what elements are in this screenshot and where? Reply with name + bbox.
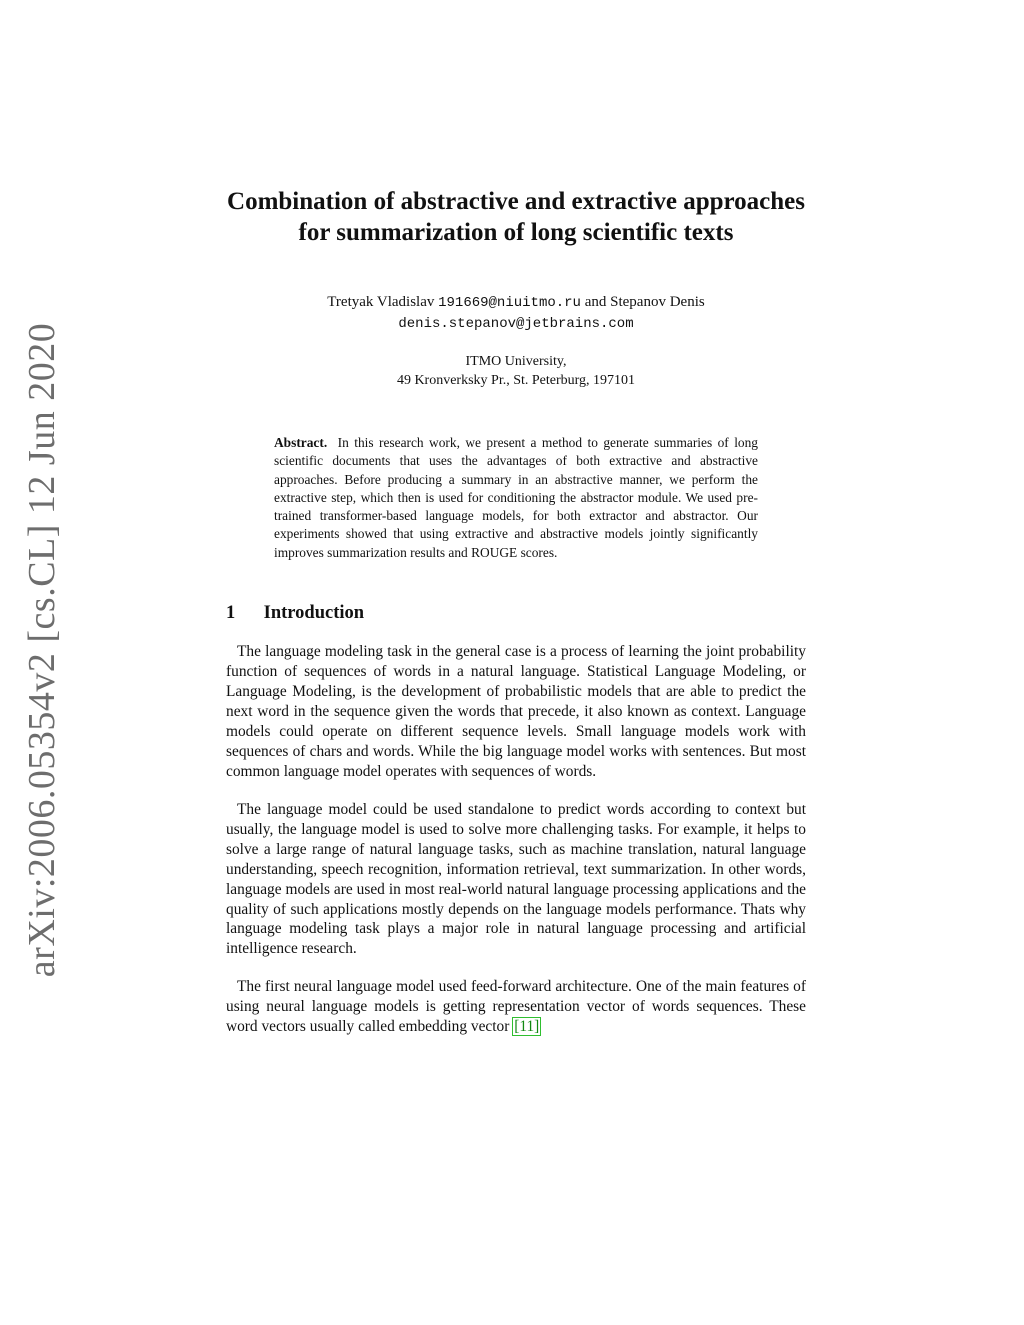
abstract-text: In this research work, we present a method to generate summaries of long scientific documents that uses the advantages of both extractive and abstractive approaches. Before producing a summary in an abstractive manner, we perform the extractive step, which then is used for conditioning the abstractor module. We used pre-trained transformer-based language models, for both extractor and abstractor. Our experiments showed that using extractive and abstractive models jointly significantly improves summarization results and ROUGE scores.: [274, 435, 759, 560]
paper-page: [226, 186, 806, 1037]
affiliation-line-2: 49 Kronverksky Pr., St. Peterburg, 197101: [396, 373, 636, 388]
author-line-1: [226, 292, 806, 313]
abstract-label: Abstract.: [274, 435, 328, 450]
author-name-1: Tretyak Vladislav: [327, 294, 435, 310]
author-line-2: [226, 313, 806, 334]
paragraph-3: [226, 977, 806, 1037]
author-conjunction: and: [584, 294, 607, 310]
arxiv-identifier: arXiv:2006.05354v2 [cs.CL] 12 Jun 2020: [21, 322, 63, 978]
section-heading: [226, 602, 806, 624]
author-block: [226, 292, 806, 334]
affiliation: [226, 352, 806, 390]
paper-title: Combination of abstractive and extractive approaches for summarization of long scientific texts: [227, 188, 805, 246]
affiliation-line-1: ITMO University,: [465, 354, 567, 369]
author-email-1[interactable]: 191669@niuitmo.ru: [438, 295, 581, 311]
paragraph-2: The language model could be used standalone to predict words according to context but usually, the language model is used to solve more challenging tasks. For example, it helps to solve a large range of natural language tasks, such as machine translation, natural language understanding, speech recognition, information retrieval, text summarization. In other words, language models are used in most real-world natural language processing applications and the quality of such applications mostly depends on the language models performance. Thats why language modeling task plays a major role in natural language processing and artificial intelligence research.: [226, 800, 806, 958]
paragraph-3-text: The first neural language model used feed-forward architecture. One of the main features of using neural language models is getting representation vector of words sequences. These word vectors usually called embedding vector: [226, 978, 806, 1036]
author-email-2[interactable]: denis.stepanov@jetbrains.com: [398, 316, 634, 332]
abstract: [274, 434, 758, 562]
paragraph-1: The language modeling task in the general case is a process of learning the joint probability function of sequences of words in a natural language. Statistical Language Modeling, or Language Modeling, is the development of probabilistic models that are able to predict the next word in the sequence given the words that precede, it also known as context. Language models could operate on different sequence levels. Small language models work with sequences of chars and words. While the big language model works with sentences. But most common language model operates with sequences of words.: [226, 643, 806, 780]
section-number: 1: [226, 603, 236, 624]
author-name-2: Stepanov Denis: [610, 294, 705, 310]
section-title: Introduction: [263, 603, 365, 624]
citation-link[interactable]: [11]: [514, 1018, 540, 1036]
